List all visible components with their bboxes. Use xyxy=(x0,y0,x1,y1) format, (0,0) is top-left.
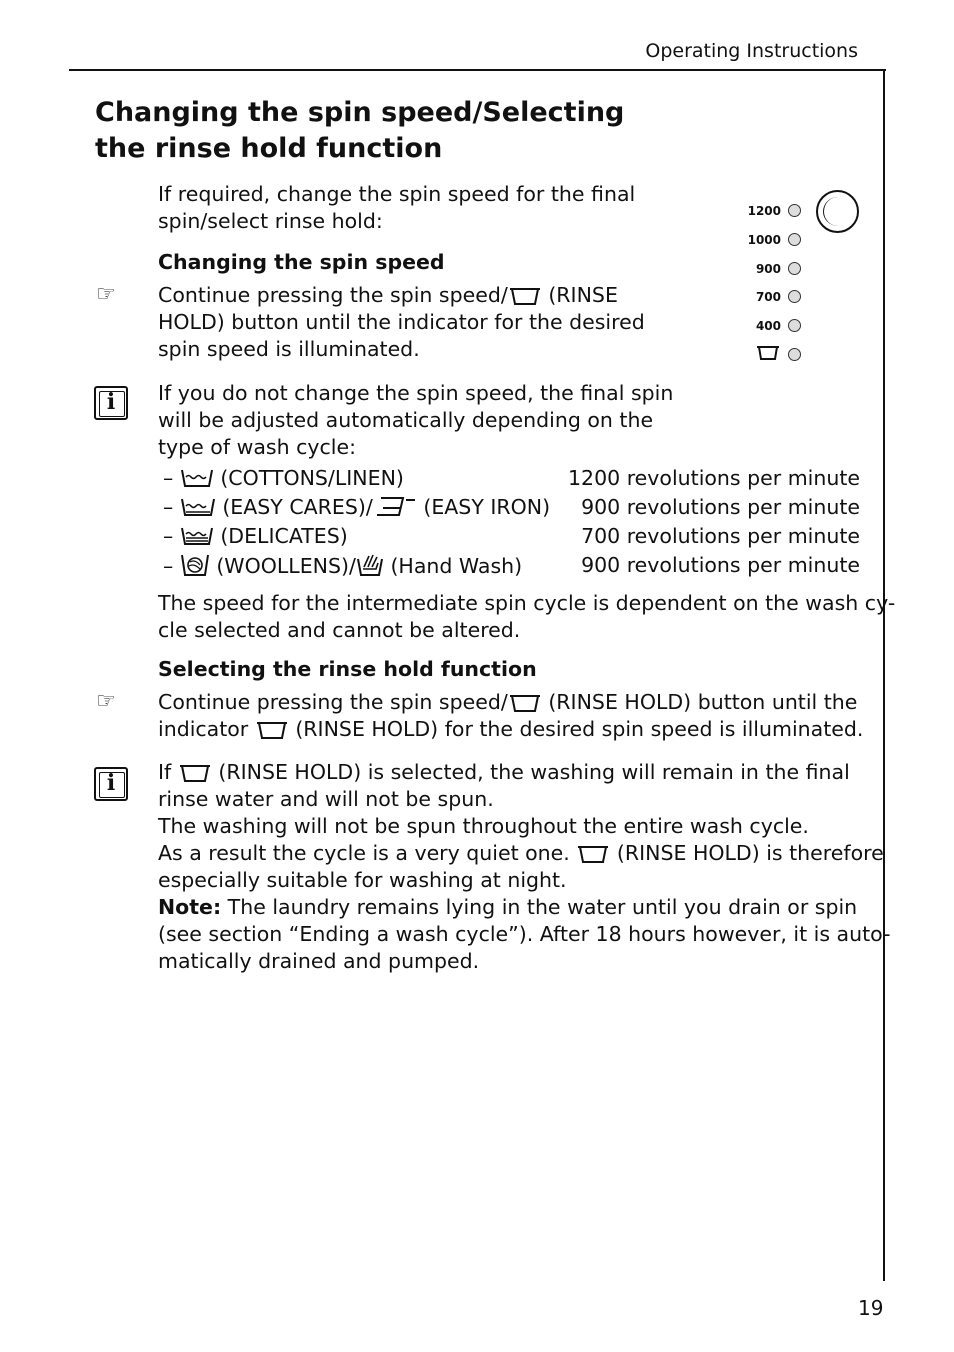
speed-label-1200: 1200 xyxy=(747,204,781,218)
indicator-led-1200 xyxy=(788,204,801,217)
list-item: – (WOOLLENS)/ (Hand Wash) 900 revolutions per minute xyxy=(163,553,860,578)
program-knob-icon xyxy=(816,190,859,233)
hand-wash-icon xyxy=(356,553,384,577)
indicator-led-400 xyxy=(788,319,801,332)
intro-text: If required, change the spin speed for the final spin/select rinse hold: xyxy=(158,182,636,233)
spin-speed-step: Continue pressing the spin speed/ (RINSE HOLD) button until the indicator for the desired spin speed is illuminated. xyxy=(158,283,645,361)
speed-label-400: 400 xyxy=(755,319,781,333)
speed-label-900: 900 xyxy=(755,262,781,276)
header-rule xyxy=(69,69,886,71)
rinse-hold-tub-icon xyxy=(508,286,542,306)
delicates-tub-icon xyxy=(180,525,214,547)
pointing-hand-icon: ☞ xyxy=(96,689,116,714)
speed-label-700: 700 xyxy=(755,290,781,304)
list-item: – (EASY CARES)/ (EASY IRON) 900 revolutions per minute xyxy=(163,495,860,519)
list-item: – (COTTONS/LINEN) 1200 revolutions per minute xyxy=(163,466,860,490)
page-title: Changing the spin speed/Selecting the rinse hold function xyxy=(95,97,625,164)
info-icon: i xyxy=(94,386,128,420)
running-header: Operating Instructions xyxy=(645,40,858,62)
rinse-hold-step: Continue pressing the spin speed/ (RINSE HOLD) button until the indicator (RINSE HOLD) for the desired spin speed is illuminated. xyxy=(158,690,864,741)
rinse-hold-tub-icon xyxy=(255,720,289,740)
easy-care-tub-icon xyxy=(180,496,216,518)
speed-label-1000: 1000 xyxy=(747,233,781,247)
rinse-hold-tub-icon xyxy=(576,844,610,864)
page-number: 19 xyxy=(858,1296,884,1320)
wool-icon xyxy=(180,553,210,577)
rinse-hold-heading: Selecting the rinse hold function xyxy=(158,657,537,681)
rinse-hold-tub-icon xyxy=(756,345,780,361)
spin-speed-heading: Changing the spin speed xyxy=(158,250,445,274)
info-icon: i xyxy=(94,767,128,801)
pointing-hand-icon: ☞ xyxy=(96,282,116,307)
rinse-hold-tub-icon xyxy=(178,763,212,783)
list-item: – (DELICATES) 700 revolutions per minute xyxy=(163,524,860,548)
intermediate-spin-text: The speed for the intermediate spin cycle is dependent on the wash cy- cle selected and cannot be altered. xyxy=(158,591,896,642)
auto-spin-text: If you do not change the spin speed, the final spin will be adjusted automatically depending on the type of wash cycle: xyxy=(158,381,674,459)
easy-iron-icon xyxy=(373,496,417,518)
indicator-led-rinse-hold xyxy=(788,348,801,361)
indicator-led-700 xyxy=(788,290,801,303)
cottons-tub-icon xyxy=(180,467,214,489)
rinse-hold-tub-icon xyxy=(508,693,542,713)
margin-rule xyxy=(883,69,885,1281)
indicator-led-900 xyxy=(788,262,801,275)
rinse-hold-note: If (RINSE HOLD) is selected, the washing will remain in the final rinse water and will not be spun. The washing will not be spun throughout the entire wash cycle. As a result the cycle is a very quiet one. (RINSE HOLD) is therefore especially suitable for washing at night. Note: The laundry remains lying in the water until you drain or spin (see section “Ending a wash cycle”). After 18 hours however, it is auto- matically drained and pumped. xyxy=(158,760,891,973)
indicator-led-1000 xyxy=(788,233,801,246)
